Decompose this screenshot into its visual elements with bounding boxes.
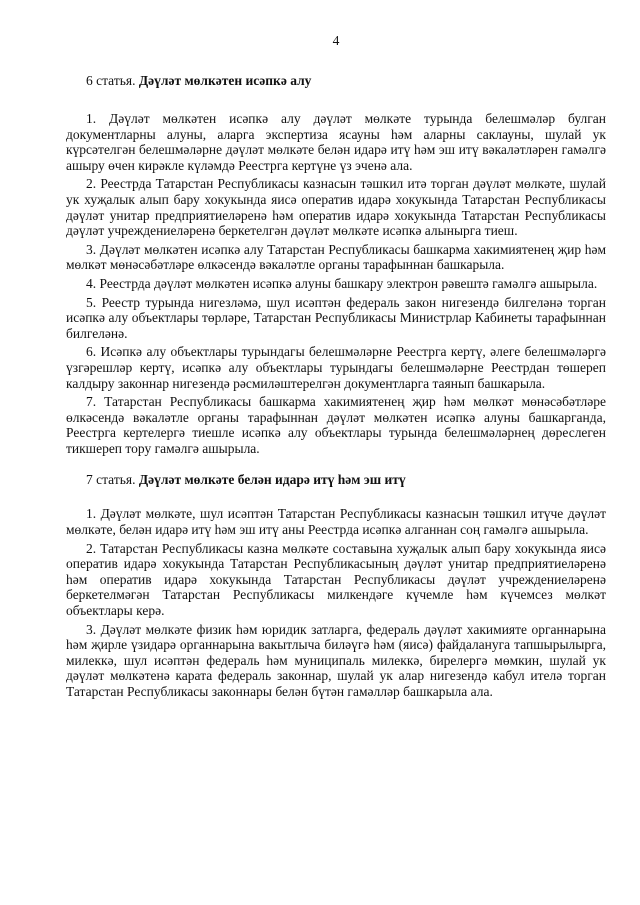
article-6-title: Дәүләт мөлкәтен исәпкә алу	[138, 73, 312, 88]
article-6-paragraph-2: 2. Реестрда Татарстан Республикасы казнасын тәшкил итә торган дәүләт мөлкәте, шулай ук хуҗалык алып бару хокукында яисә оператив идарә хокукында Татарстан Республикасы дәүләт унитар предприятиеләренә һәм оператив идарә хокукында Татарстан Республикасы дәүләт учреждениеләренә беркетелгән дәүләт мөлкәте исәпкә алынырга тиеш.	[66, 176, 606, 239]
article-7-paragraph-2: 2. Татарстан Республикасы казна мөлкәте составына хуҗалык алып бару хокукында яисә оператив идарә хокукында Татарстан Республикасының дәүләт унитар предприятиеләренә һәм оператив идарә хокукында Татарстан Республикасы дәүләт учреждениеләренә беркетелмәгән Татарстан Республикасы милкендәге күчемле һәм күчемсез мөлкәт объектлары керә.	[66, 540, 606, 619]
article-6-paragraph-1: 1. Дәүләт мөлкәтен исәпкә алу дәүләт мөлкәте турында белешмәләр булган документларны алуны, аларга экспертиза ясауны һәм аларны саклауны, шулай ук күрсәтелгән белешмәләрне дәүләт мөлкәте белән идарә итү һәм эш итү вәкаләтләрен гамәлгә ашыру өчен кирәкле күләмдә Реестрга кертүне үз эченә ала.	[66, 111, 606, 173]
page-number: 4	[332, 33, 340, 48]
article-7-number: 7 статья.	[86, 472, 136, 488]
article-7-body	[66, 506, 606, 699]
article-6-paragraph-7: 7. Татарстан Республикасы башкарма хакимиятенең җир һәм мөлкәт мөнәсәбәтләре өлкәсендә вәкаләтле органы тарафыннан дәүләт мөлкәтен исәпкә алуны башкарганда, Реестрга кертелергә тиешле исәпкә алу объектлары турында белешмәләрнең дөреслеген тикшереп тору гамәлгә ашырыла.	[66, 394, 606, 456]
article-7-heading	[66, 472, 606, 488]
article-7-paragraph-3: 3. Дәүләт мөлкәте физик һәм юридик затларга, федераль дәүләт хакимияте органнарына һәм җирле үзидарә органнарына вакытлыча биләүгә һәм (яисә) файдалануга тапшырылырга, милеккә, шул исәптән федераль һәм муниципаль милеккә, бирелергә мөмкин, шулай ук дәүләт мөлкәтенә карата федераль законнар, шулай ук алар нигезендә кабул ителә торган Татарстан Республикасы законнары белән бүтән гамәлләр башкарыла ала.	[66, 621, 606, 699]
article-6-number: 6 статья.	[86, 73, 136, 88]
article-7-paragraph-1: 1. Дәүләт мөлкәте, шул исәптән Татарстан Республикасы казнасын тәшкил итүче дәүләт мөлкәте, белән идарә итү һәм эш итү аны Реестрда исәпкә алганнан соң гамәлгә ашырыла.	[66, 506, 606, 538]
article-6-body	[66, 111, 606, 456]
article-6-heading	[66, 73, 606, 89]
article-6-paragraph-4: 4. Реестрда дәүләт мөлкәтен исәпкә алуны башкару электрон рәвештә гамәлгә ашырыла.	[86, 275, 598, 291]
article-6-paragraph-6: 6. Исәпкә алу объектлары турындагы белешмәләрне Реестрга кертү, әлеге белешмәләргә үзгәрешләр кертү, исәпкә алу объектлары турындагы белешмәләрне Реестрдан төшереп калдыру законнар нигезендә рәсмиләштерелгән документларга таянып башкарыла.	[66, 344, 606, 391]
article-6-paragraph-5: 5. Реестр турында нигезләмә, шул исәптән федераль закон нигезендә билгеләнә торган исәпкә алу объектлары төрләре, Татарстан Республикасы Министрлар Кабинеты тарафыннан билгеләнә.	[66, 294, 606, 341]
article-6-paragraph-3: 3. Дәүләт мөлкәтен исәпкә алу Татарстан Республикасы башкарма хакимиятенең җир һәм мөлкәт мөнәсәбәтләре өлкәсендә вәкаләтле органы тарафыннан башкарыла.	[66, 241, 606, 273]
article-7-title: Дәүләт мөлкәте белән идарә итү һәм эш итү	[138, 472, 406, 488]
